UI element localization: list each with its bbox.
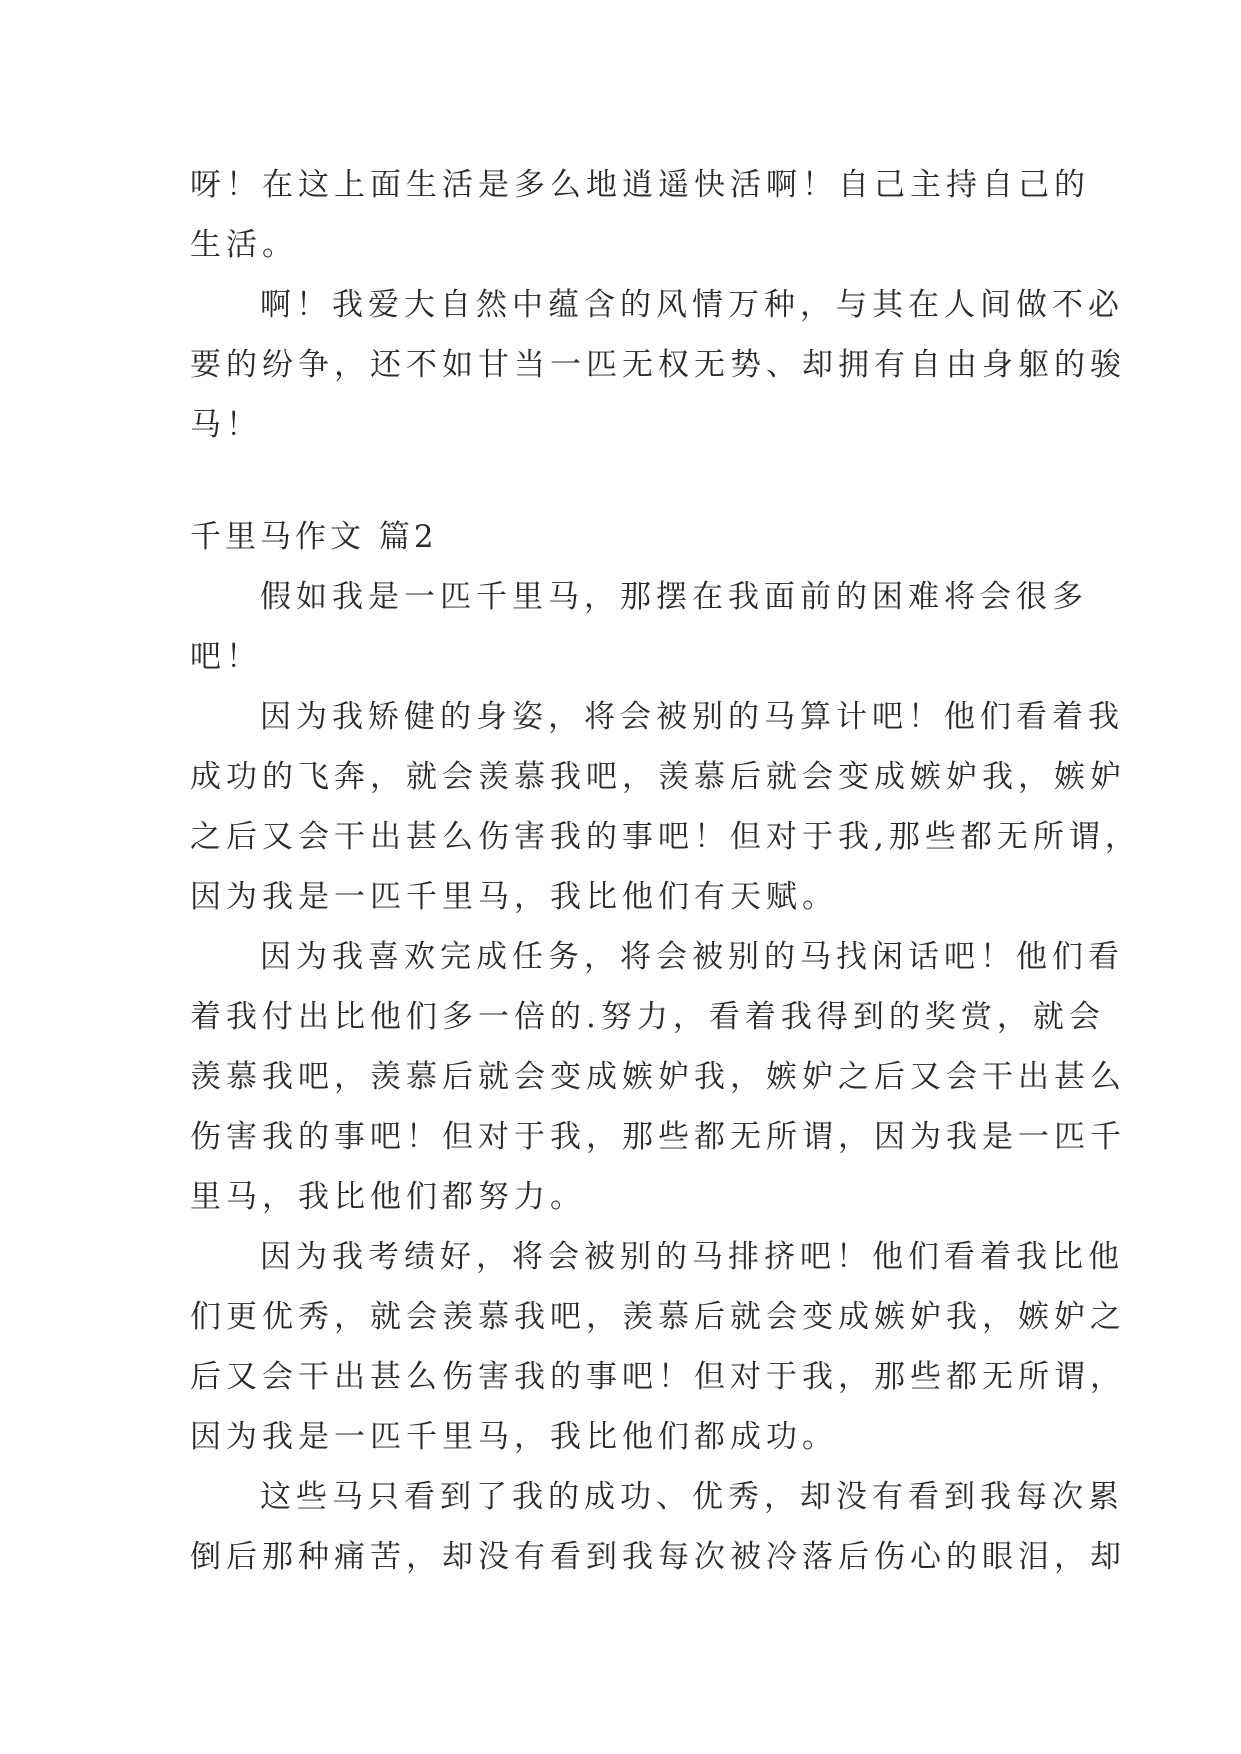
text-line: 假如我是一匹千里马，那摆在我面前的困难将会很多 xyxy=(260,579,1088,615)
paragraph-suppose xyxy=(190,567,1088,687)
text-line: 倒后那种痛苦，却没有看到我每次被冷落后伤心的眼泪，却 xyxy=(190,1539,1126,1575)
text-line: 因为我是一匹千里马，我比他们有天赋。 xyxy=(190,879,838,915)
paragraph-tasks xyxy=(190,927,1126,1227)
paragraph-posture xyxy=(190,687,1141,927)
text-line: 后又会干出甚么伤害我的事吧！但对于我，那些都无所谓， xyxy=(190,1359,1126,1395)
essay-text xyxy=(190,155,1141,1587)
paragraph-continued xyxy=(190,155,1090,275)
text-line: 成功的飞奔，就会羡慕我吧，羡慕后就会变成嫉妒我，嫉妒 xyxy=(190,759,1126,795)
text-line: 因为我考绩好，将会被别的马排挤吧！他们看着我比他 xyxy=(260,1239,1124,1275)
text-line: 因为我是一匹千里马，我比他们都成功。 xyxy=(190,1419,838,1455)
text-line: 羡慕我吧，羡慕后就会变成嫉妒我，嫉妒之后又会干出甚么 xyxy=(190,1059,1126,1095)
text-line: 这些马只看到了我的成功、优秀，却没有看到我每次累 xyxy=(260,1479,1124,1515)
text-line: 里马，我比他们都努力。 xyxy=(190,1179,586,1215)
text-line: 生活。 xyxy=(190,227,298,263)
paragraph-love-nature xyxy=(190,275,1126,455)
text-line: 要的纷争，还不如甘当一匹无权无势、却拥有自由身躯的骏 xyxy=(190,347,1126,383)
text-line: 着我付出比他们多一倍的.努力，看着我得到的奖赏，就会 xyxy=(190,999,1105,1035)
section-heading: 千里马作文 篇2 xyxy=(190,519,438,555)
text-line: 之后又会干出甚么伤害我的事吧！但对于我,那些都无所谓， xyxy=(190,819,1141,855)
text-line: 吧！ xyxy=(190,639,262,675)
text-line: 们更优秀，就会羡慕我吧，羡慕后就会变成嫉妒我，嫉妒之 xyxy=(190,1299,1126,1335)
text-line: 马！ xyxy=(190,407,262,443)
text-line: 因为我喜欢完成任务，将会被别的马找闲话吧！他们看 xyxy=(260,939,1124,975)
text-line: 伤害我的事吧！但对于我，那些都无所谓，因为我是一匹千 xyxy=(190,1119,1126,1155)
paragraph-pain xyxy=(190,1467,1126,1587)
paragraph-grades xyxy=(190,1227,1126,1467)
text-line: 呀！在这上面生活是多么地逍遥快活啊！自己主持自己的 xyxy=(190,167,1090,203)
text-line: 啊！我爱大自然中蕴含的风情万种，与其在人间做不必 xyxy=(260,287,1124,323)
text-line: 因为我矫健的身姿，将会被别的马算计吧！他们看着我 xyxy=(260,699,1124,735)
